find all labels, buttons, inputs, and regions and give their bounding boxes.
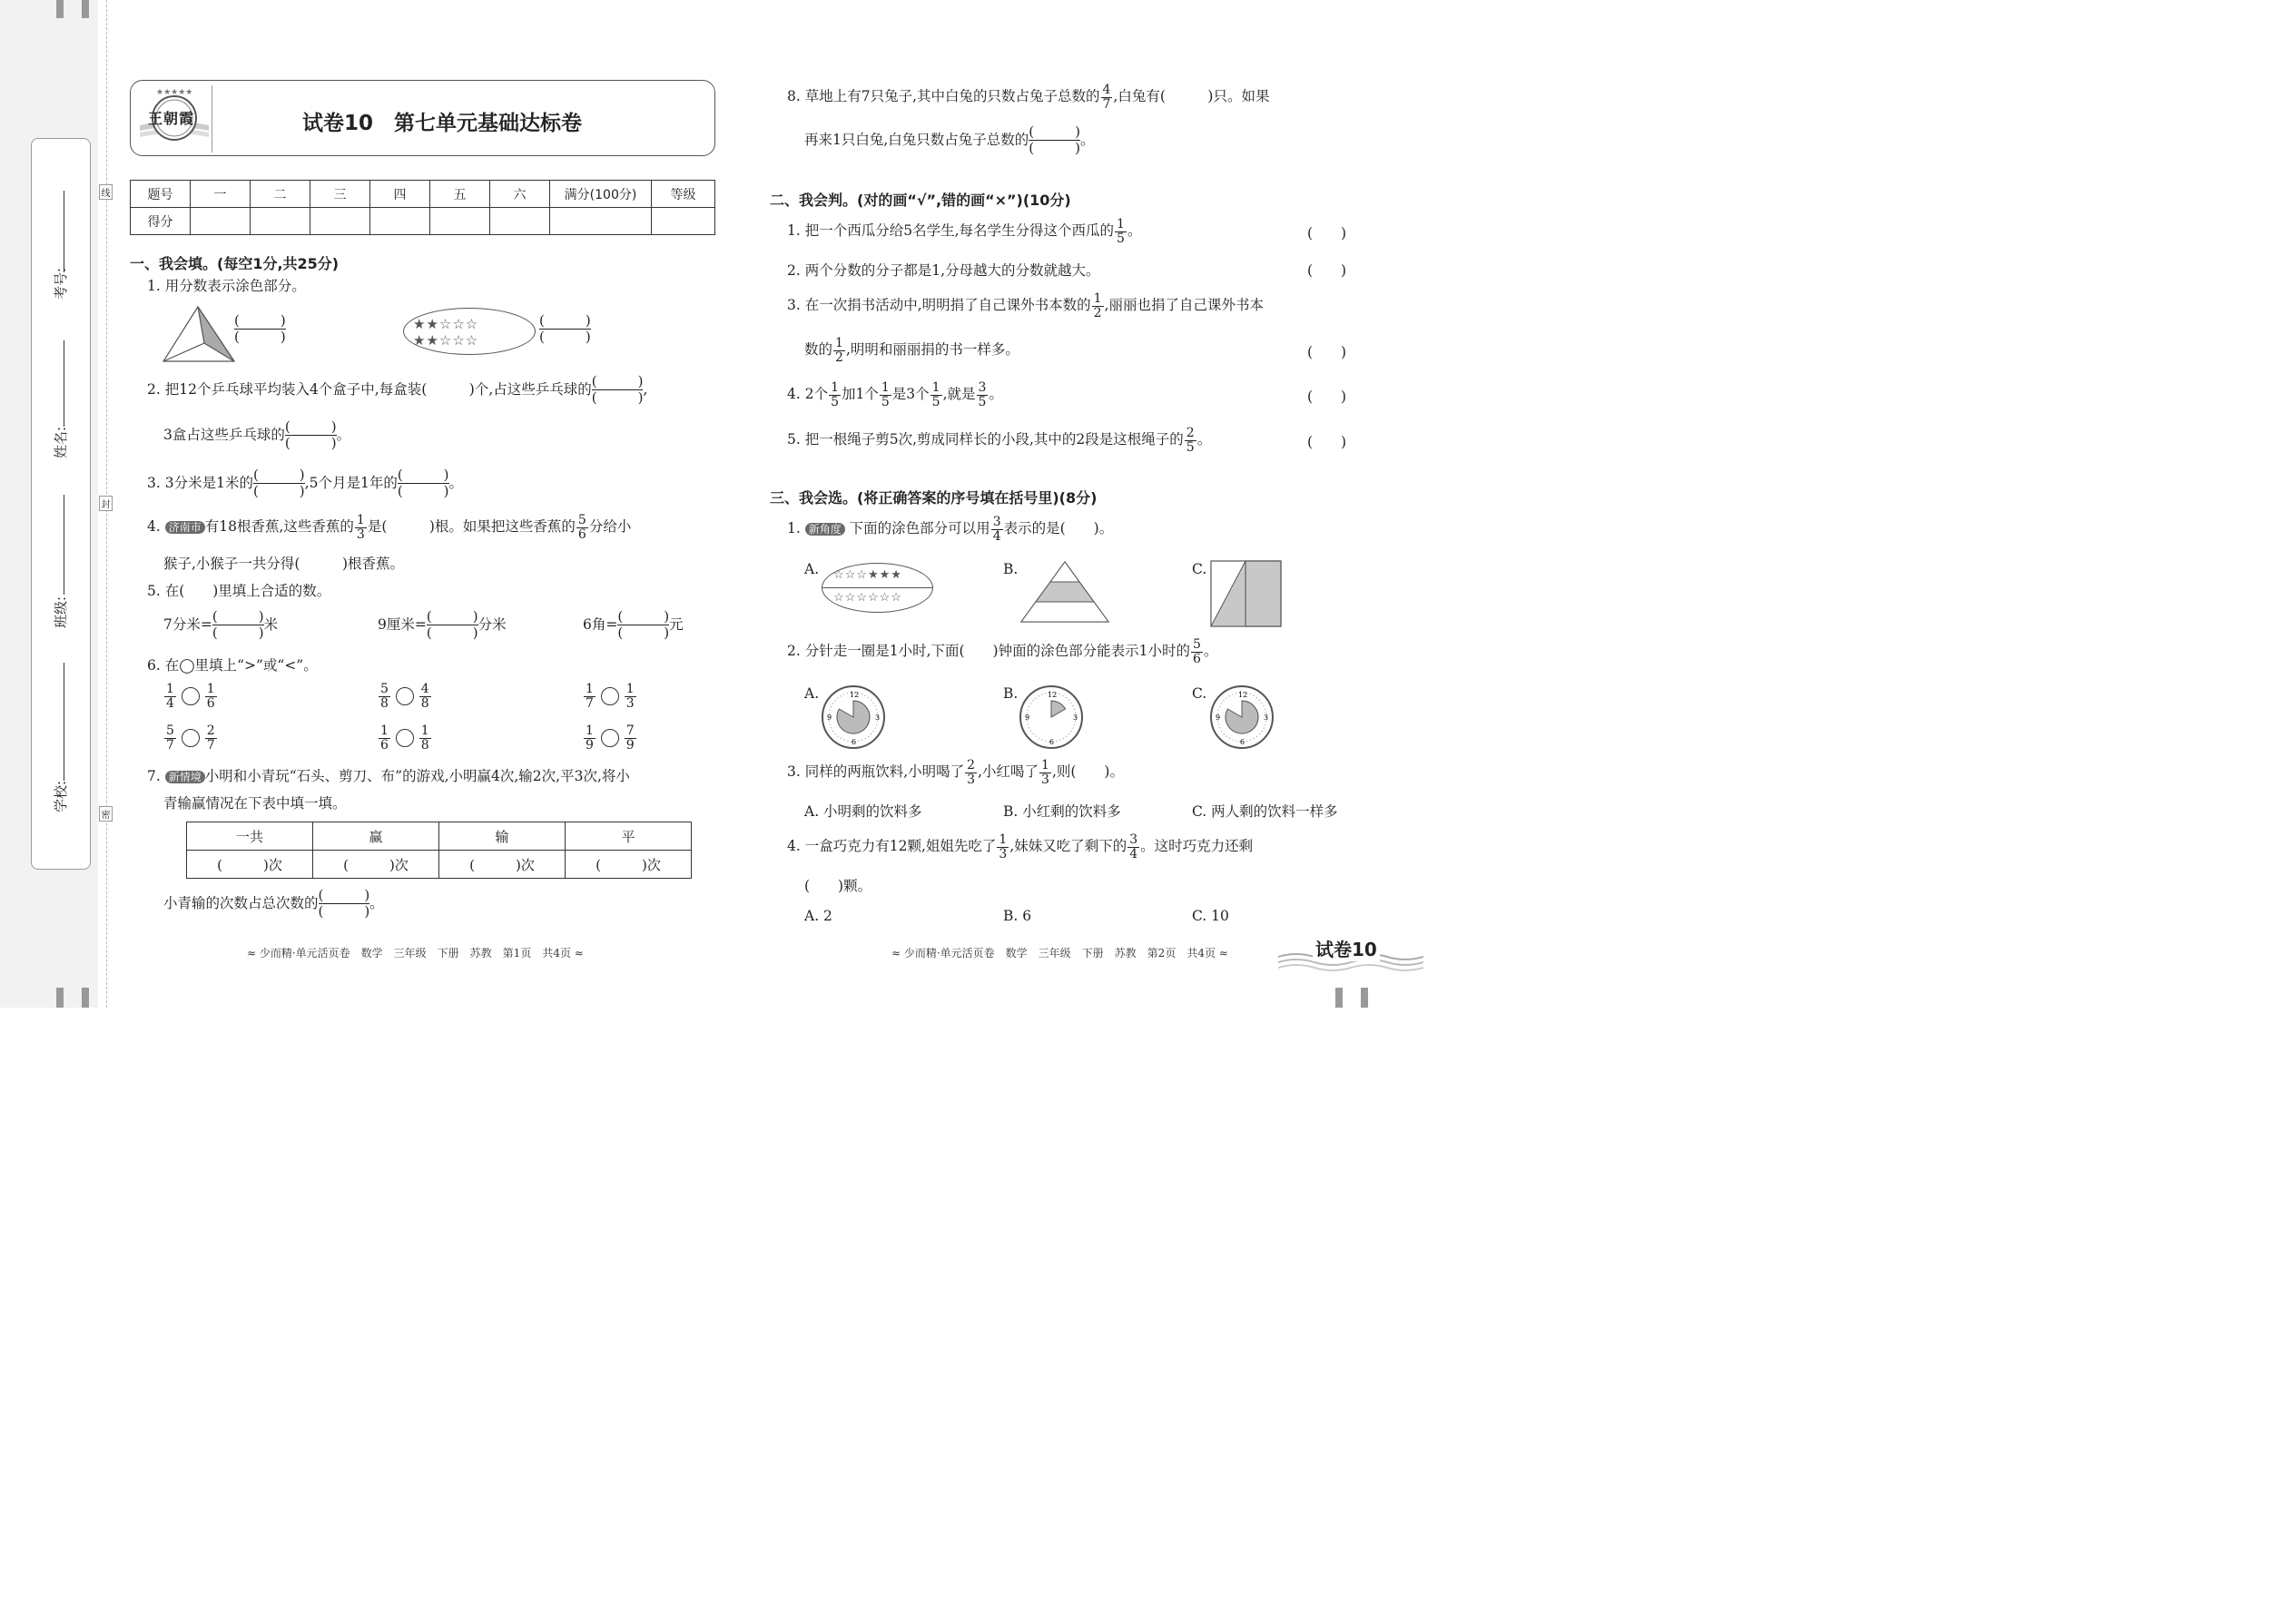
seal-mark: 线 xyxy=(99,184,113,200)
compare-item: $\frac{1}{6}$ $\frac{1}{8}$ xyxy=(380,723,429,753)
svg-text:3: 3 xyxy=(875,714,881,722)
game-table xyxy=(186,822,692,879)
kaohao-label: 考号: xyxy=(53,267,69,300)
svg-text:9: 9 xyxy=(827,714,832,722)
s1-q7-line2: 青输赢情况在下表中填一填。 xyxy=(163,795,347,812)
score-header: 三 xyxy=(310,181,370,208)
seal-mark: 密 xyxy=(99,806,113,822)
svg-text:★★★★★: ★★★★★ xyxy=(156,88,193,97)
s1-q6: 6. 在◯里填上“>”或“<”。 xyxy=(147,657,318,674)
s2-q3-line1: 3. 在一次捐书活动中,明明捐了自己课外书本数的 $\frac{1}{2}$ ,丽丽也捐了自己课外书本 xyxy=(787,291,1265,320)
s3-q3-option[interactable]: B. 小红剩的饮料多 xyxy=(1003,803,1121,820)
compare-circle[interactable] xyxy=(601,687,619,705)
clock-c-figure xyxy=(1209,684,1275,753)
answer-fraction-blank[interactable]: ( ) ( ) xyxy=(212,608,264,642)
score-header: 二 xyxy=(251,181,310,208)
answer-fraction-blank[interactable]: ( ) ( ) xyxy=(284,418,337,452)
logo-text: 王朝霞 xyxy=(148,110,195,127)
svg-text:6: 6 xyxy=(1049,738,1055,746)
game-header: 输 xyxy=(439,822,566,851)
page-footer-left: ≈ 少而精·单元活页卷 数学 三年级 下册 苏教 第1页 共4页 ≈ xyxy=(247,947,584,960)
game-header: 平 xyxy=(566,822,692,851)
binding-marker-bottom xyxy=(56,988,64,1008)
s3-q3-option[interactable]: C. 两人剩的饮料一样多 xyxy=(1192,803,1338,820)
s1-q7-line1: 7. 新情境 小明和小青玩“石头、剪刀、布”的游戏,小明赢4次,输2次,平3次,将小 xyxy=(147,768,630,784)
binding-marker-top xyxy=(82,0,89,18)
xingming-label: 姓名: xyxy=(53,426,69,458)
s3-q4-text-a: 4. 一盒巧克力有12颗,姐姐先吃了 xyxy=(787,838,997,855)
s2-q1: 1. 把一个西瓜分给5名学生,每名学生分得这个西瓜的 $\frac{1}{5}$ 。 xyxy=(787,217,1142,246)
s2-q3-text-d: ,明明和丽丽捐的书一样多。 xyxy=(845,341,1019,359)
s1-q1: 1. 用分数表示涂色部分。 xyxy=(147,278,306,294)
svg-text:3: 3 xyxy=(1264,714,1269,722)
score-cell[interactable] xyxy=(191,208,251,235)
s2-q4-text-c: 是3个 xyxy=(891,386,930,403)
score-cell[interactable] xyxy=(550,208,652,235)
s3-q1-text-a: 下面的涂色部分可以用 xyxy=(849,520,990,537)
compare-item: $\frac{1}{9}$ $\frac{7}{9}$ xyxy=(586,723,635,753)
s1-q4-text-b: 是( )根。如果把这些香蕉的 xyxy=(367,518,576,536)
s2-q5: 5. 把一根绳子剪5次,剪成同样长的小段,其中的2段是这根绳子的 $\frac{2}{5}$ 。 xyxy=(787,426,1212,455)
compare-item: $\frac{5}{8}$ $\frac{4}{8}$ xyxy=(380,682,429,711)
judge-paren[interactable]: ( ) xyxy=(1307,262,1347,279)
svg-text:12: 12 xyxy=(850,691,860,699)
game-answer-cell[interactable]: ( )次 xyxy=(187,851,313,879)
game-answer-cell[interactable]: ( )次 xyxy=(566,851,692,879)
s1-q5-item xyxy=(163,609,278,642)
judge-paren[interactable]: ( ) xyxy=(1307,344,1347,360)
s1-q4-text-c: 分给小 xyxy=(588,518,632,536)
option-label[interactable]: B. xyxy=(1003,685,1019,702)
s1-q7-line3: 小青输的次数占总次数的 ( ) ( ) 。 xyxy=(163,887,384,920)
s3-q3-text-b: ,小红喝了 xyxy=(978,763,1039,781)
s3-q3-option[interactable]: A. 小明剩的饮料多 xyxy=(804,803,922,820)
s2-q5-text: 5. 把一根绳子剪5次,剪成同样长的小段,其中的2段是这根绳子的 xyxy=(787,431,1184,448)
svg-text:9: 9 xyxy=(1216,714,1221,722)
s1-q5-unit: 米 xyxy=(263,615,279,633)
game-answer-cell[interactable]: ( )次 xyxy=(313,851,439,879)
s3-q1-text-b: 表示的是( )。 xyxy=(1003,520,1114,537)
score-header: 等级 xyxy=(652,181,715,208)
compare-item: $\frac{1}{4}$ $\frac{1}{6}$ xyxy=(166,682,215,711)
svg-text:12: 12 xyxy=(1048,691,1058,699)
s3-q1: 1. 新角度 下面的涂色部分可以用 $\frac{3}{4}$ 表示的是( )。 xyxy=(787,515,1114,544)
s3-q4-option[interactable]: C. 10 xyxy=(1192,908,1229,924)
score-cell[interactable] xyxy=(251,208,310,235)
s3-q2-text: 2. 分针走一圈是1小时,下面( )钟面的涂色部分能表示1小时的 xyxy=(787,643,1190,660)
s2-q3-text-a: 3. 在一次捐书活动中,明明捐了自己课外书本数的 xyxy=(787,297,1091,314)
s1-q5-item xyxy=(378,609,507,642)
score-cell[interactable] xyxy=(490,208,550,235)
s1-q5-label: 6角= xyxy=(583,615,618,633)
s3-q4-line2: ( )颗。 xyxy=(804,878,872,894)
s2-q3-line2: 数的 $\frac{1}{2}$ ,明明和丽丽捐的书一样多。 xyxy=(804,336,1019,365)
page-footer-right: ≈ 少而精·单元活页卷 数学 三年级 下册 苏教 第2页 共4页 ≈ xyxy=(891,947,1228,960)
compare-circle[interactable] xyxy=(601,729,619,747)
score-table xyxy=(130,180,715,235)
region-tag: 济南市 xyxy=(165,521,205,534)
game-answer-cell[interactable]: ( )次 xyxy=(439,851,566,879)
judge-paren[interactable]: ( ) xyxy=(1307,225,1347,241)
s1-q2-text: 2. 把12个乒乓球平均装入4个盒子中,每盒装( )个,占这些乒乓球的 xyxy=(147,380,592,398)
s2-q1-text: 1. 把一个西瓜分给5名学生,每名学生分得这个西瓜的 xyxy=(787,222,1115,240)
score-cell[interactable] xyxy=(652,208,715,235)
angle-tag: 新角度 xyxy=(805,523,845,536)
answer-fraction-blank[interactable]: ( ) ( ) xyxy=(591,373,644,407)
s3-q3-text-c: ,则( )。 xyxy=(1051,763,1124,781)
score-header: 题号 xyxy=(131,181,191,208)
info-panel xyxy=(31,138,91,870)
s3-q3: 3. 同样的两瓶饮料,小明喝了 $\frac{2}{3}$ ,小红喝了 $\frac{1}{3}$ ,则( )。 xyxy=(787,758,1124,787)
s3-q4-line1: 4. 一盒巧克力有12颗,姐姐先吃了 $\frac{1}{3}$ ,妹妹又吃了剩下的 $\frac{3}{4}$ 。这时巧克力还剩 xyxy=(787,832,1254,861)
s1-q2-line1: 2. 把12个乒乓球平均装入4个盒子中,每盒装( )个,占这些乒乓球的 ( ) ( ) , xyxy=(147,373,648,407)
clock-a-figure xyxy=(821,684,886,753)
s1-q8-text-c: 再来1只白兔,白兔只数占兔子总数的 xyxy=(804,131,1029,148)
binding-marker-bottom xyxy=(1361,988,1368,1008)
answer-fraction-blank[interactable]: ( ) ( ) xyxy=(234,312,286,346)
s3-q4-text-c: 。这时巧克力还剩 xyxy=(1140,838,1254,855)
s2-q4: 4. 2个 $\frac{1}{5}$ 加1个 $\frac{1}{5}$ 是3个 $\frac{1}{5}$ ,就是 $\frac{3}{5}$ 。 xyxy=(787,380,1003,409)
compare-item: $\frac{1}{7}$ $\frac{1}{3}$ xyxy=(586,682,635,711)
s1-q8-text-a: 8. 草地上有7只兔子,其中白兔的只数占兔子总数的 xyxy=(787,88,1100,105)
context-tag: 新情境 xyxy=(165,771,205,783)
game-header: 赢 xyxy=(313,822,439,851)
option-c-rect-figure xyxy=(1210,560,1283,631)
score-header: 五 xyxy=(430,181,490,208)
s1-q4-text-a: 有18根香蕉,这些香蕉的 xyxy=(204,518,354,536)
s1-q5: 5. 在( )里填上合适的数。 xyxy=(147,583,331,599)
triangle-figure xyxy=(162,305,236,369)
s1-q3-text-b: ,5个月是1年的 xyxy=(304,474,398,491)
s1-q5-unit: 分米 xyxy=(478,615,507,633)
s2-q4-text-a: 4. 2个 xyxy=(787,386,829,403)
compare-circle[interactable] xyxy=(182,687,200,705)
s1-q8-line1: 8. 草地上有7只兔子,其中白兔的只数占兔子总数的 $\frac{4}{7}$ ,白兔有( )只。如果 xyxy=(787,83,1270,112)
option-b-pyramid-figure xyxy=(1020,560,1109,627)
binding-marker-bottom xyxy=(1335,988,1343,1008)
s1-q5-label: 7分米= xyxy=(163,615,212,633)
binding-marker-top xyxy=(56,0,64,18)
xuexiao-label: 学校: xyxy=(53,780,69,812)
s1-q3: 3. 3分米是1米的 ( ) ( ) ,5个月是1年的 ( ) ( ) 。 xyxy=(147,467,464,500)
answer-fraction-blank[interactable]: ( ) ( ) xyxy=(617,608,670,642)
s3-q4-option[interactable]: B. 6 xyxy=(1003,908,1032,924)
option-label[interactable]: B. xyxy=(1003,561,1019,577)
answer-fraction-blank[interactable]: ( ) ( ) xyxy=(426,608,478,642)
answer-fraction-blank[interactable]: ( ) ( ) xyxy=(397,467,449,500)
option-a-stars-figure: ☆☆☆★★★ ☆☆☆☆☆☆ xyxy=(822,563,933,613)
compare-circle[interactable] xyxy=(396,729,414,747)
s1-q7-text-a: 小明和小青玩“石头、剪刀、布”的游戏,小明赢4次,输2次,平3次,将小 xyxy=(204,768,630,784)
page-title: 试卷10 第七单元基础达标卷 xyxy=(302,112,583,135)
banji-label: 班级: xyxy=(53,595,69,628)
score-cell[interactable] xyxy=(370,208,430,235)
s2-q3-text-b: ,丽丽也捐了自己课外书本 xyxy=(1104,297,1265,314)
option-label[interactable]: C. xyxy=(1192,561,1207,577)
paper-badge: 试卷10 xyxy=(1313,935,1380,961)
section-2-heading: 二、我会判。(对的画“√”,错的画“×”)(10分) xyxy=(770,192,1071,209)
s1-q4-line2: 猴子,小猴子一共分得( )根香蕉。 xyxy=(163,556,405,572)
star-oval-figure: ★★☆☆☆ ★★☆☆☆ xyxy=(403,308,536,355)
svg-text:3: 3 xyxy=(1073,714,1078,722)
s1-q5-item xyxy=(583,609,684,642)
clock-b-figure xyxy=(1019,684,1084,753)
score-cell[interactable] xyxy=(310,208,370,235)
s3-q3-text-a: 3. 同样的两瓶饮料,小明喝了 xyxy=(787,763,965,781)
svg-text:12: 12 xyxy=(1238,691,1248,699)
section-3-heading: 三、我会选。(将正确答案的序号填在括号里)(8分) xyxy=(770,489,1098,507)
s3-q4-text-b: ,妹妹又吃了剩下的 xyxy=(1009,838,1127,855)
score-header: 六 xyxy=(490,181,550,208)
s3-q4-option[interactable]: A. 2 xyxy=(804,908,832,924)
s1-q2-text-b: 3盒占这些乒乓球的 xyxy=(163,426,285,443)
s2-q4-text-b: 加1个 xyxy=(842,386,879,403)
option-label[interactable]: C. xyxy=(1192,685,1207,702)
compare-circle[interactable] xyxy=(396,687,414,705)
s2-q3-text-c: 数的 xyxy=(804,341,833,359)
score-label: 得分 xyxy=(131,208,191,235)
score-cell[interactable] xyxy=(430,208,490,235)
s1-q2-line2: 3盒占这些乒乓球的 ( ) ( ) 。 xyxy=(163,418,351,452)
answer-fraction-blank[interactable]: ( ) ( ) xyxy=(318,887,370,920)
answer-fraction-blank[interactable]: ( ) ( ) xyxy=(539,312,591,346)
game-header: 一共 xyxy=(187,822,313,851)
answer-fraction-blank[interactable]: ( ) ( ) xyxy=(252,467,305,500)
option-label[interactable]: A. xyxy=(804,685,820,702)
binding-marker-bottom xyxy=(82,988,89,1008)
s3-q2: 2. 分针走一圈是1小时,下面( )钟面的涂色部分能表示1小时的 $\frac{5}{6}$ 。 xyxy=(787,637,1218,666)
s2-q4-text-d: ,就是 xyxy=(942,386,976,403)
s2-q2: 2. 两个分数的分子都是1,分母越大的分数就越大。 xyxy=(787,262,1100,279)
score-header: 一 xyxy=(191,181,251,208)
s1-q3-text-a: 3. 3分米是1米的 xyxy=(147,474,253,491)
score-header: 四 xyxy=(370,181,430,208)
svg-text:6: 6 xyxy=(852,738,857,746)
s1-q7-text-c: 小青输的次数占总次数的 xyxy=(163,894,319,911)
svg-text:6: 6 xyxy=(1240,738,1245,746)
score-header: 满分(100分) xyxy=(550,181,652,208)
option-label[interactable]: A. xyxy=(804,561,820,577)
seal-mark: 封 xyxy=(99,496,113,511)
section-1-heading: 一、我会填。(每空1分,共25分) xyxy=(130,255,340,272)
judge-paren[interactable]: ( ) xyxy=(1307,389,1347,405)
s1-q8-line2: 再来1只白兔,白兔只数占兔子总数的 ( ) ( ) 。 xyxy=(804,123,1095,157)
s1-q5-label: 9厘米= xyxy=(378,615,427,633)
compare-circle[interactable] xyxy=(182,729,200,747)
svg-text:9: 9 xyxy=(1025,714,1030,722)
answer-fraction-blank[interactable]: ( ) ( ) xyxy=(1029,123,1081,157)
compare-item: $\frac{5}{7}$ $\frac{2}{7}$ xyxy=(166,723,215,753)
s1-q4-line1: 4. 济南市 有18根香蕉,这些香蕉的 $\frac{1}{3}$ 是( )根。如果把这些香蕉的 $\frac{5}{6}$ 分给小 xyxy=(147,513,632,542)
judge-paren[interactable]: ( ) xyxy=(1307,434,1347,450)
s1-q8-text-b: ,白兔有( )只。如果 xyxy=(1113,88,1270,105)
s1-q5-unit: 元 xyxy=(669,615,684,633)
